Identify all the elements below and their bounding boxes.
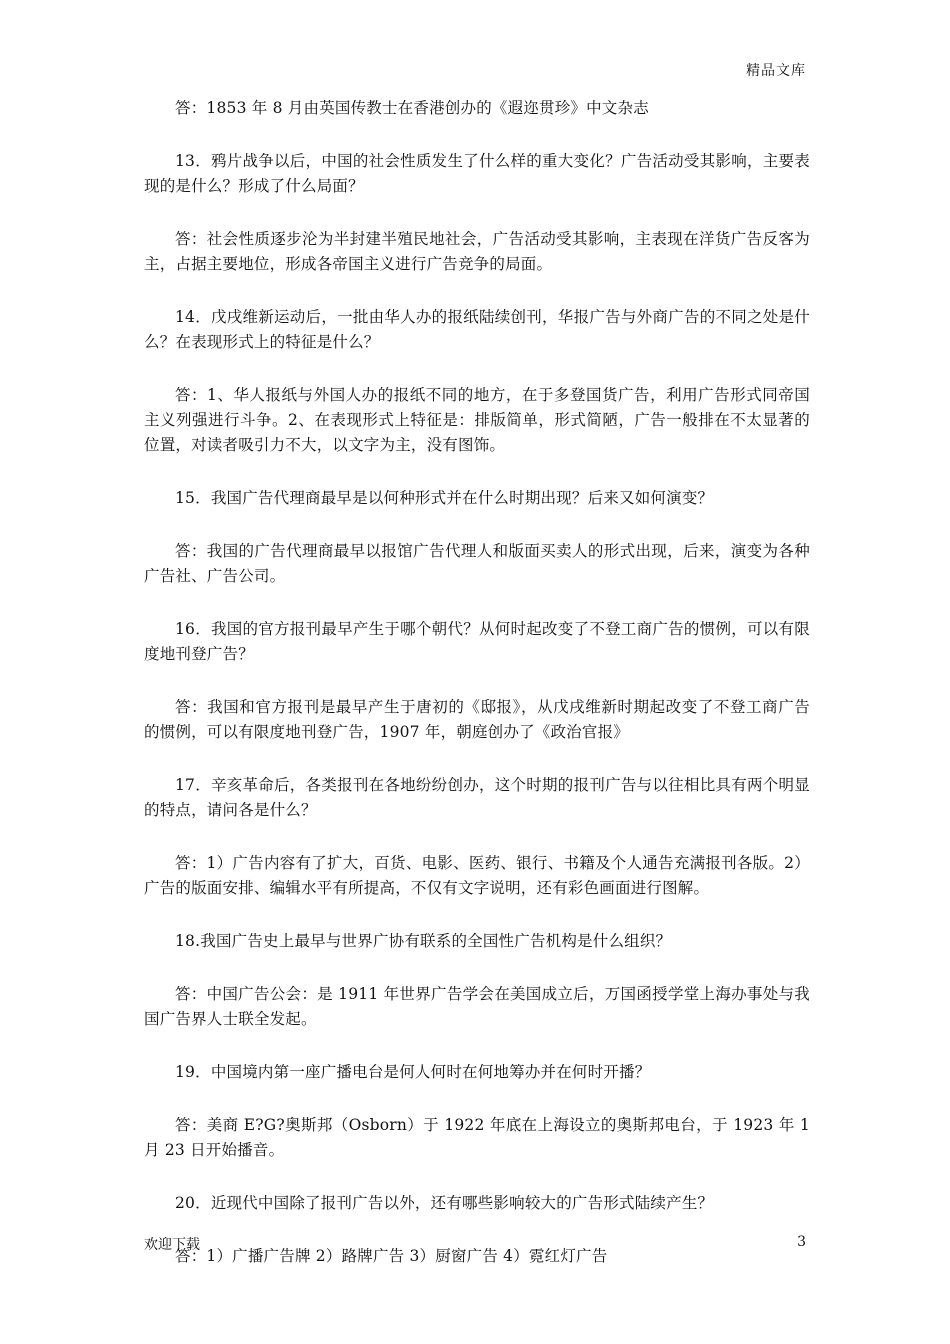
question-18: 18.我国广告史上最早与世界广协有联系的全国性广告机构是什么组织？ — [175, 932, 672, 950]
question-17: 17．辛亥革命后，各类报刊在各地纷纷创办，这个时期的报刊广告与以往相比具有两个明显的特点，请问各是什么？ — [144, 776, 810, 819]
question-19: 19．中国境内第一座广播电台是何人何时在何地筹办并在何时开播？ — [175, 1063, 651, 1081]
footer-label: 欢迎下载 — [144, 1237, 200, 1253]
answer-16: 答：我国和官方报刊是最早产生于唐初的《邸报》，从戊戌维新时期起改变了不登工商广告的惯例，可以有限度地刊登广告，1907 年，朝庭创办了《政治官报》 — [144, 698, 810, 741]
answer-15: 答：我国的广告代理商最早以报馆广告代理人和版面买卖人的形式出现，后来，演变为各种广告社、广告公司。 — [144, 542, 810, 585]
question-14: 14．戊戌维新运动后，一批由华人办的报纸陆续创刊，华报广告与外商广告的不同之处是什么？在表现形式上的特征是什么？ — [144, 308, 810, 351]
answer-20: 答：1）广播广告牌 2）路牌广告 3）厨窗广告 4）霓红灯广告 — [175, 1247, 608, 1265]
document-body — [144, 96, 816, 1297]
answer-13: 答：社会性质逐步沦为半封建半殖民地社会，广告活动受其影响，主表现在洋货广告反客为主，占据主要地位，形成各帝国主义进行广告竞争的局面。 — [144, 230, 810, 273]
page-number: 3 — [797, 1234, 806, 1250]
answer-14: 答：1、华人报纸与外国人办的报纸不同的地方，在于多登国货广告，利用广告形式同帝国主义列强进行斗争。2、在表现形式上特征是：排版简单，形式简陋，广告一般排在不太显著的位置，对读者吸引力不大，以文字为主，没有图饰。 — [144, 386, 810, 454]
question-20: 20．近现代中国除了报刊广告以外，还有哪些影响较大的广告形式陆续产生？ — [175, 1194, 714, 1212]
answer-17: 答：1）广告内容有了扩大，百货、电影、医药、银行、书籍及个人通告充满报刊各版。2）广告的版面安排、编辑水平有所提高，不仅有文字说明，还有彩色画面进行图解。 — [144, 854, 810, 897]
header-label: 精品文库 — [746, 63, 806, 79]
question-16: 16．我国的官方报刊最早产生于哪个朝代？从何时起改变了不登工商广告的惯例，可以有限度地刊登广告？ — [144, 620, 810, 663]
answer-12: 答：1853 年 8 月由英国传教士在香港创办的《遐迩贯珍》中文杂志 — [175, 99, 649, 117]
question-13: 13．鸦片战争以后，中国的社会性质发生了什么样的重大变化？广告活动受其影响，主要表现的是什么？形成了什么局面？ — [144, 152, 810, 195]
answer-19: 答：美商 E?G?奥斯邦（Osborn）于 1922 年底在上海设立的奥斯邦电台，于 1923 年 1 月 23 日开始播音。 — [144, 1116, 816, 1159]
answer-18: 答：中国广告公会：是 1911 年世界广告学会在美国成立后，万国函授学堂上海办事处与我国广告界人士联全发起。 — [144, 985, 810, 1028]
question-15: 15．我国广告代理商最早是以何种形式并在什么时期出现？后来又如何演变？ — [175, 489, 714, 507]
